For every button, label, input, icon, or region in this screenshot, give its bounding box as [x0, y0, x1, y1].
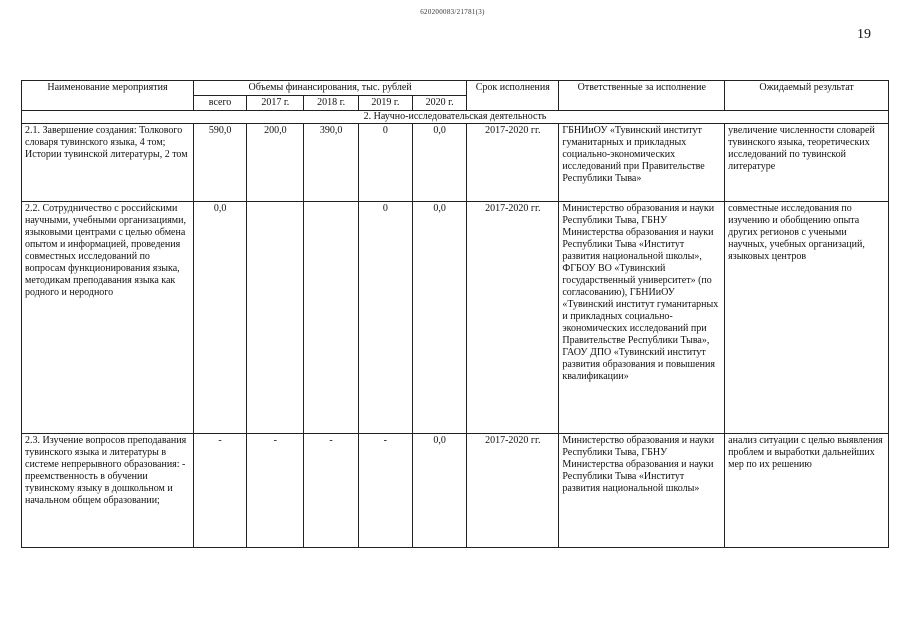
table-row — [22, 434, 889, 548]
row-responsible: Министерство образования и науки Республики Тыва, ГБНУ Министерства образования и науки Республики Тыва «Институт развития национальной школы», ФГБОУ ВО «Тувинский государственный университет» (по согласованию), ГБНИиОУ «Тувинский институт гуманитарных и прикладных социально-экономических исследований при Правительстве Республики Тыва», ГАОУ ДПО «Тувинский институт развития образования и повышения квалификации» — [559, 202, 725, 434]
row-2018 — [304, 202, 358, 434]
page-number: 19 — [857, 27, 871, 42]
header-result: Ожидаемый результат — [725, 81, 889, 111]
row-responsible: Министерство образования и науки Республики Тыва, ГБНУ Министерства образования и науки Республики Тыва «Институт развития национальной школы» — [559, 434, 725, 548]
row-total: - — [193, 434, 246, 548]
header-responsible: Ответственные за исполнение — [559, 81, 725, 111]
row-name: 2.1. Завершение создания: Толкового словаря тувинского языка, 4 том; Истории тувинской литературы, 2 том — [22, 124, 194, 202]
row-2017 — [247, 202, 304, 434]
row-2020: 0,0 — [412, 434, 466, 548]
row-total: 0,0 — [193, 202, 246, 434]
row-2019: 0 — [358, 202, 412, 434]
row-result: увеличение численности словарей тувинского языка, теоретических исследований по тувинской литературе — [725, 124, 889, 202]
header-2017: 2017 г. — [247, 96, 304, 111]
header-total: всего — [193, 96, 246, 111]
header-2018: 2018 г. — [304, 96, 358, 111]
row-2017: - — [247, 434, 304, 548]
row-2017: 200,0 — [247, 124, 304, 202]
row-2018: - — [304, 434, 358, 548]
row-term: 2017-2020 гг. — [467, 124, 559, 202]
header-term: Срок исполнения — [467, 81, 559, 111]
row-result: анализ ситуации с целью выявления проблем и выработки дальнейших мер по их решению — [725, 434, 889, 548]
row-2019: 0 — [358, 124, 412, 202]
row-total: 590,0 — [193, 124, 246, 202]
header-2020: 2020 г. — [412, 96, 466, 111]
header-2019: 2019 г. — [358, 96, 412, 111]
row-2020: 0,0 — [412, 124, 466, 202]
header-name: Наименование мероприятия — [22, 81, 194, 111]
row-2019: - — [358, 434, 412, 548]
header-row-1 — [22, 81, 889, 96]
row-name: 2.2. Сотрудничество с российскими научными, учебными организациями, языковыми центрами с целью обмена опытом и информацией, проведения совместных исследований по вопросам функционирования языка, методикам преподавания языка как родного и неродного — [22, 202, 194, 434]
row-result: совместные исследования по изучению и обобщению опыта других регионов с учеными научных, учебных организаций, языковых центров — [725, 202, 889, 434]
row-2020: 0,0 — [412, 202, 466, 434]
section-title: 2. Научно-исследовательская деятельность — [22, 111, 889, 124]
row-name: 2.3. Изучение вопросов преподавания тувинского языка и литературы в системе непрерывного образования: - преемственность в обучении тувинскому языку в дошкольном и начальном общем образовании; — [22, 434, 194, 548]
row-term: 2017-2020 гг. — [467, 202, 559, 434]
row-responsible: ГБНИиОУ «Тувинский институт гуманитарных и прикладных социально-экономических исследований при Правительстве Республики Тыва» — [559, 124, 725, 202]
table-row — [22, 202, 889, 434]
header-funding: Объемы финансирования, тыс. рублей — [193, 81, 466, 96]
document-barcode-code: 620200083/21781(3) — [420, 8, 485, 16]
table-row — [22, 124, 889, 202]
row-term: 2017-2020 гг. — [467, 434, 559, 548]
section-row — [22, 111, 889, 124]
funding-table — [21, 80, 889, 548]
row-2018: 390,0 — [304, 124, 358, 202]
